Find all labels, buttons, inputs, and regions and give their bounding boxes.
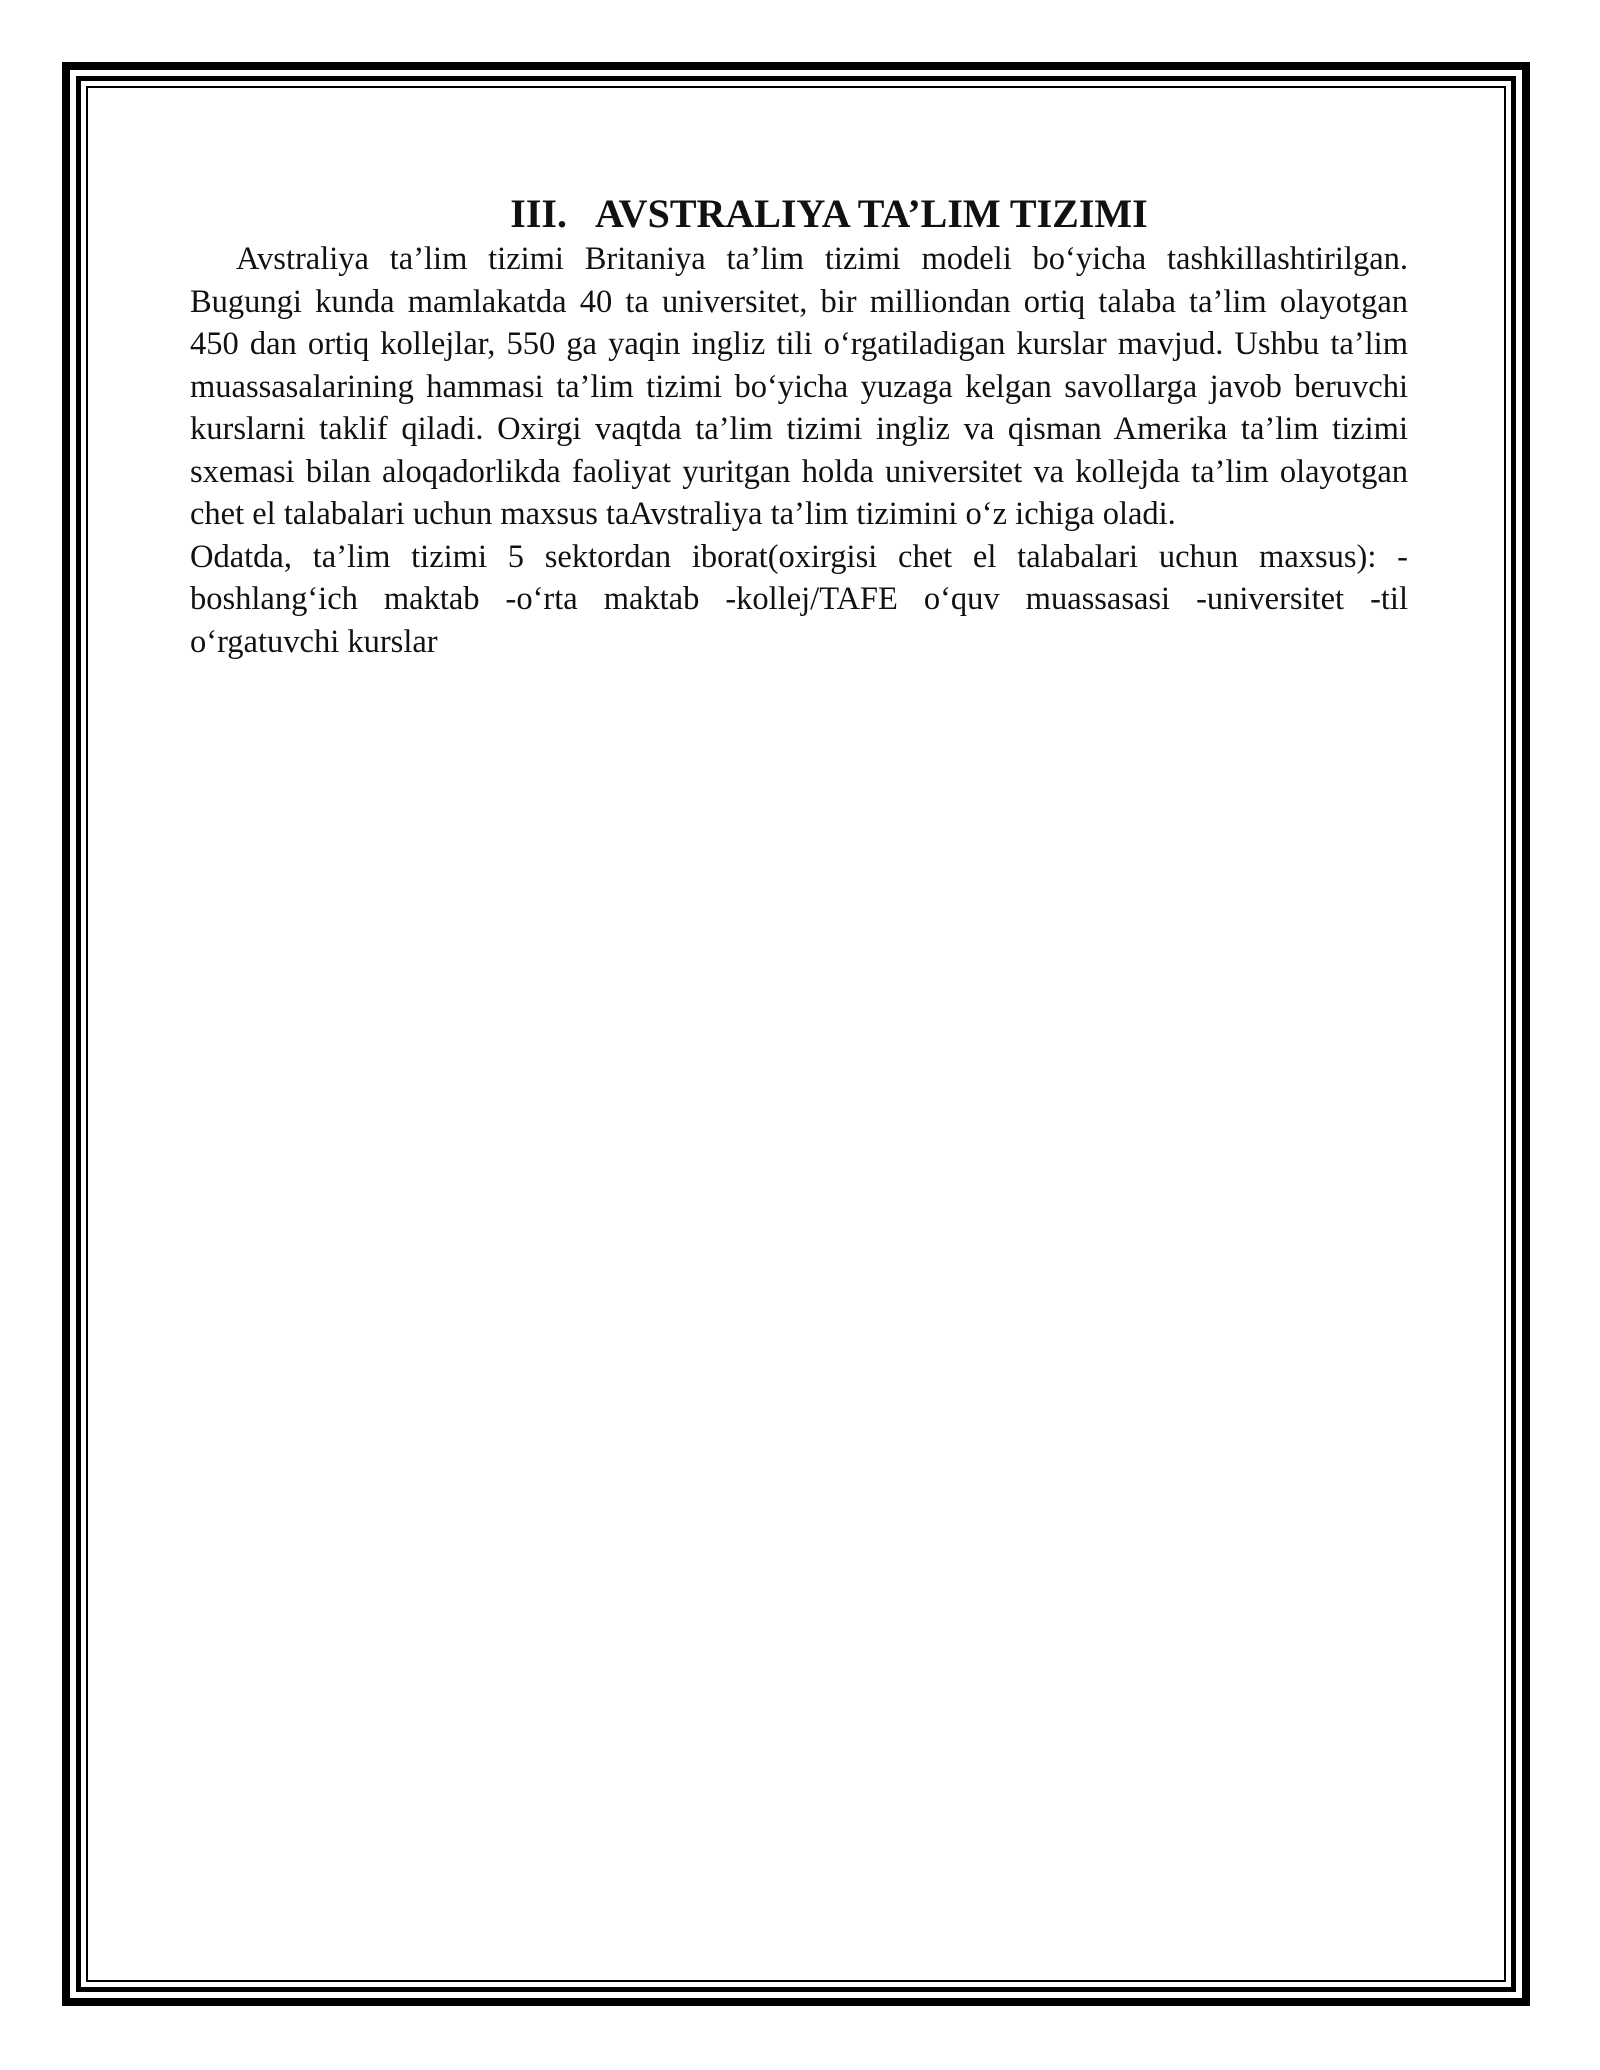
section-number: III. — [510, 191, 567, 236]
paragraph-intro: Avstraliya ta’lim tizimi Britaniya ta’lim tizimi modeli bo‘yicha tashkillashtirilgan. Bugungi kunda mamlakatda 40 ta universitet, bir milliondan ortiq talaba ta’lim olayotgan 450 dan ortiq kollejlar, 550 ga yaqin ingliz tili o‘rgatiladigan kurslar mavjud. Ushbu ta’lim muassasalarining hammasi ta’lim tizimi bo‘yicha yuzaga kelgan savollarga javob beruvchi kurslarni taklif qiladi. Oxirgi vaqtda ta’lim tizimi ingliz va qisman Amerika ta’lim tizimi sxemasi bilan aloqadorlikda faoliyat yuritgan holda universitet va kollejda ta’lim olayotgan chet el talabalari uchun maxsus taAvstraliya ta’lim tizimini o‘z ichiga oladi. — [190, 241, 1408, 532]
section-title: AVSTRALIYA TA’LIM TIZIMI — [594, 191, 1148, 236]
section-heading — [190, 190, 1408, 238]
document-body — [190, 190, 1408, 663]
paragraph-sectors: Odatda, ta’lim tizimi 5 sektordan iborat(oxirgisi chet el talabalari uchun maxsus): - boshlang‘ich maktab -o‘rta maktab -kollej/TAFE o‘quv muassasasi -universitet -til o‘rgatuvchi kurslar — [190, 538, 1408, 660]
